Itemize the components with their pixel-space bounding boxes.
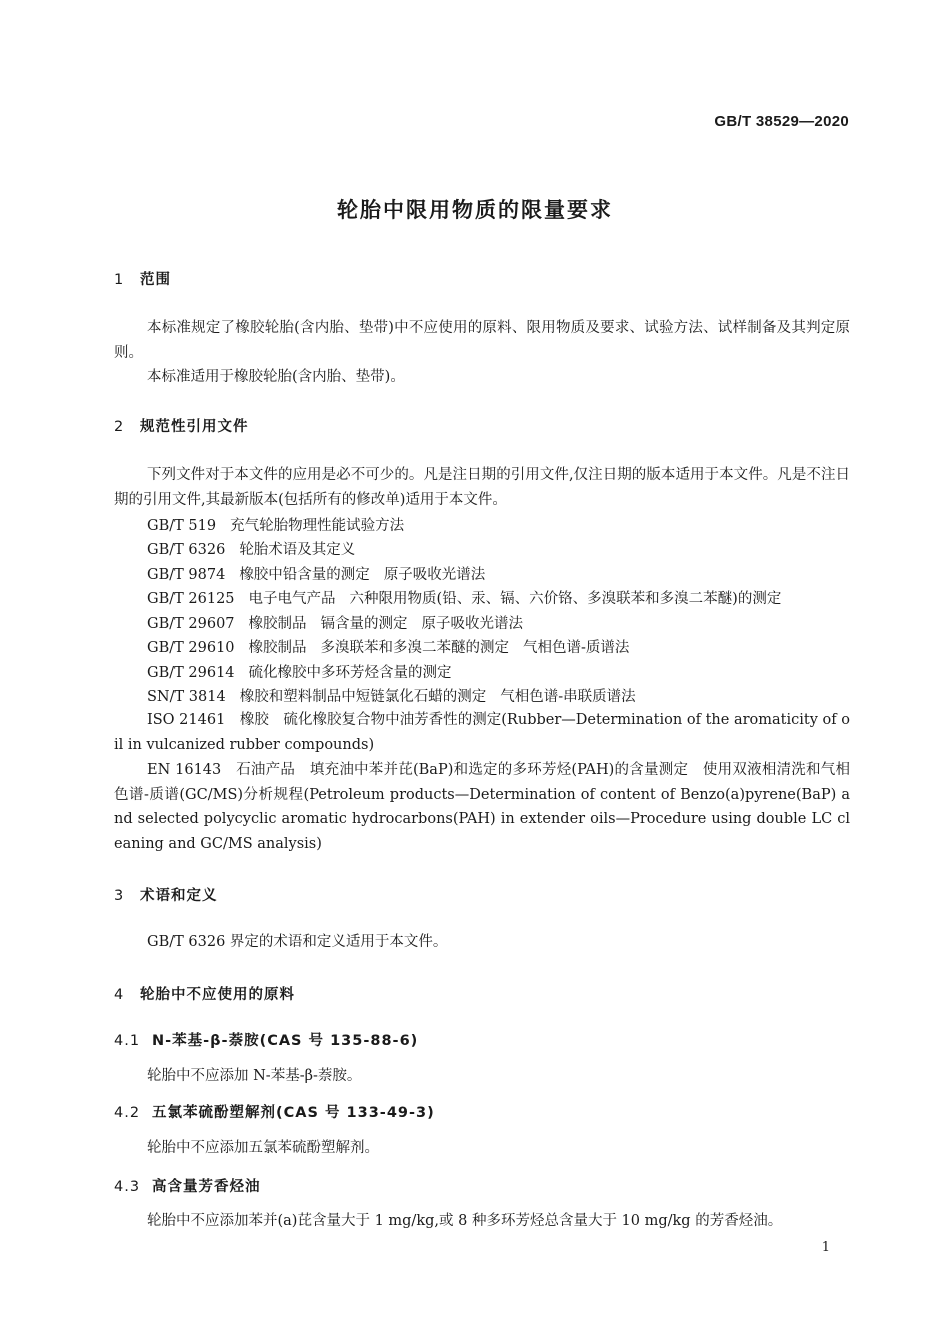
reference-code: SN/T 3814	[147, 689, 226, 705]
section-number: 3	[114, 888, 125, 904]
reference-title-part: 气相色谱-质谱法	[523, 640, 630, 656]
reference-code: GB/T 29607	[147, 616, 235, 632]
section-title: 范围	[140, 272, 171, 288]
reference-code: GB/T 29614	[147, 665, 235, 681]
reference-title: 橡胶制品	[248, 616, 307, 632]
reference-item-en: EN 16143 石油产品 填充油中苯并芘(BaP)和选定的多环芳烃(PAH)的含量测定 使用双液相清洗和气相色谱-质谱(GC/MS)分析规程(Petroleum products—Determination of content of Benzo(a)pyrene(BaP) and selected polycyclic aromatic hydrocarbons(PAH) in extender oils—Procedure using double LC cleaning and GC/MS analysis)	[114, 762, 850, 852]
subsection-4-2-heading	[114, 1101, 435, 1122]
reference-title-part: 原子吸收光谱法	[421, 616, 524, 632]
reference-item	[147, 685, 650, 706]
reference-title: 轮胎术语及其定义	[239, 542, 356, 558]
reference-code: GB/T 519	[147, 518, 217, 534]
subsection-number: 4.2	[114, 1105, 141, 1121]
references-intro: 下列文件对于本文件的应用是必不可少的。凡是注日期的引用文件,仅注日期的版本适用于本文件。凡是不注日期的引用文件,其最新版本(包括所有的修改单)适用于本文件。	[114, 467, 850, 508]
section-4-heading	[114, 983, 295, 1004]
reference-item	[147, 661, 466, 682]
reference-title-part: 六种限用物质(铅、汞、镉、六价铬、多溴联苯和多溴二苯醚)的测定	[349, 591, 782, 607]
section-3-heading	[114, 884, 218, 905]
reference-title: 橡胶制品	[248, 640, 307, 656]
reference-title: 橡胶和塑料制品中短链氯化石蜡的测定	[239, 689, 487, 705]
subsection-4-2-paragraph: 轮胎中不应添加五氯苯硫酚塑解剂。	[147, 1140, 379, 1156]
subsection-title: 高含量芳香烃油	[152, 1179, 261, 1195]
reference-title-part: 多溴联苯和多溴二苯醚的测定	[320, 640, 510, 656]
subsection-4-1-heading	[114, 1029, 418, 1050]
reference-title-part: 原子吸收光谱法	[383, 567, 486, 583]
reference-title: 电子电气产品	[248, 591, 336, 607]
section-title: 术语和定义	[140, 888, 218, 904]
reference-title-part: 镉含量的测定	[320, 616, 408, 632]
reference-item	[147, 612, 537, 633]
reference-item	[147, 538, 369, 559]
section-number: 4	[114, 987, 125, 1003]
subsection-4-3-paragraph: 轮胎中不应添加苯并(a)芘含量大于 1 mg/kg,或 8 种多环芳烃总含量大于 10 mg/kg 的芳香烃油。	[147, 1213, 783, 1229]
reference-title: 硫化橡胶中多环芳烃含量的测定	[248, 665, 452, 681]
terms-paragraph: GB/T 6326 界定的术语和定义适用于本文件。	[147, 934, 448, 950]
reference-item	[147, 514, 418, 535]
section-number: 2	[114, 419, 125, 435]
reference-code: GB/T 6326	[147, 542, 226, 558]
scope-paragraph-2: 本标准适用于橡胶轮胎(含内胎、垫带)。	[147, 369, 405, 385]
scope-paragraph-1: 本标准规定了橡胶轮胎(含内胎、垫带)中不应使用的原料、限用物质及要求、试验方法、试样制备及其判定原则。	[114, 320, 850, 361]
reference-title: 橡胶中铅含量的测定	[239, 567, 370, 583]
reference-code: GB/T 26125	[147, 591, 235, 607]
reference-code: GB/T 9874	[147, 567, 226, 583]
reference-title-part: 气相色谱-串联质谱法	[500, 689, 636, 705]
reference-item	[147, 563, 499, 584]
section-title: 轮胎中不应使用的原料	[140, 987, 295, 1003]
reference-title: 充气轮胎物理性能试验方法	[230, 518, 405, 534]
section-title: 规范性引用文件	[140, 419, 249, 435]
page-number: 1	[821, 1240, 830, 1255]
subsection-number: 4.1	[114, 1033, 141, 1049]
section-number: 1	[114, 272, 125, 288]
section-2-heading	[114, 415, 249, 436]
subsection-title: N-苯基-β-萘胺(CAS 号 135-88-6)	[152, 1033, 419, 1049]
subsection-4-3-heading	[114, 1175, 261, 1196]
section-1-heading	[114, 268, 171, 289]
subsection-4-1-paragraph: 轮胎中不应添加 N-苯基-β-萘胺。	[147, 1068, 362, 1084]
subsection-title: 五氯苯硫酚塑解剂(CAS 号 133-49-3)	[152, 1105, 435, 1121]
reference-item	[147, 587, 795, 608]
reference-item-iso: ISO 21461 橡胶 硫化橡胶复合物中油芳香性的测定(Rubber—Determination of the aromaticity of oil in vulcanized rubber compounds)	[114, 712, 850, 753]
document-title: 轮胎中限用物质的限量要求	[337, 198, 613, 222]
standard-code: GB/T 38529—2020	[714, 113, 849, 130]
reference-code: GB/T 29610	[147, 640, 235, 656]
subsection-number: 4.3	[114, 1179, 141, 1195]
reference-item	[147, 636, 643, 657]
